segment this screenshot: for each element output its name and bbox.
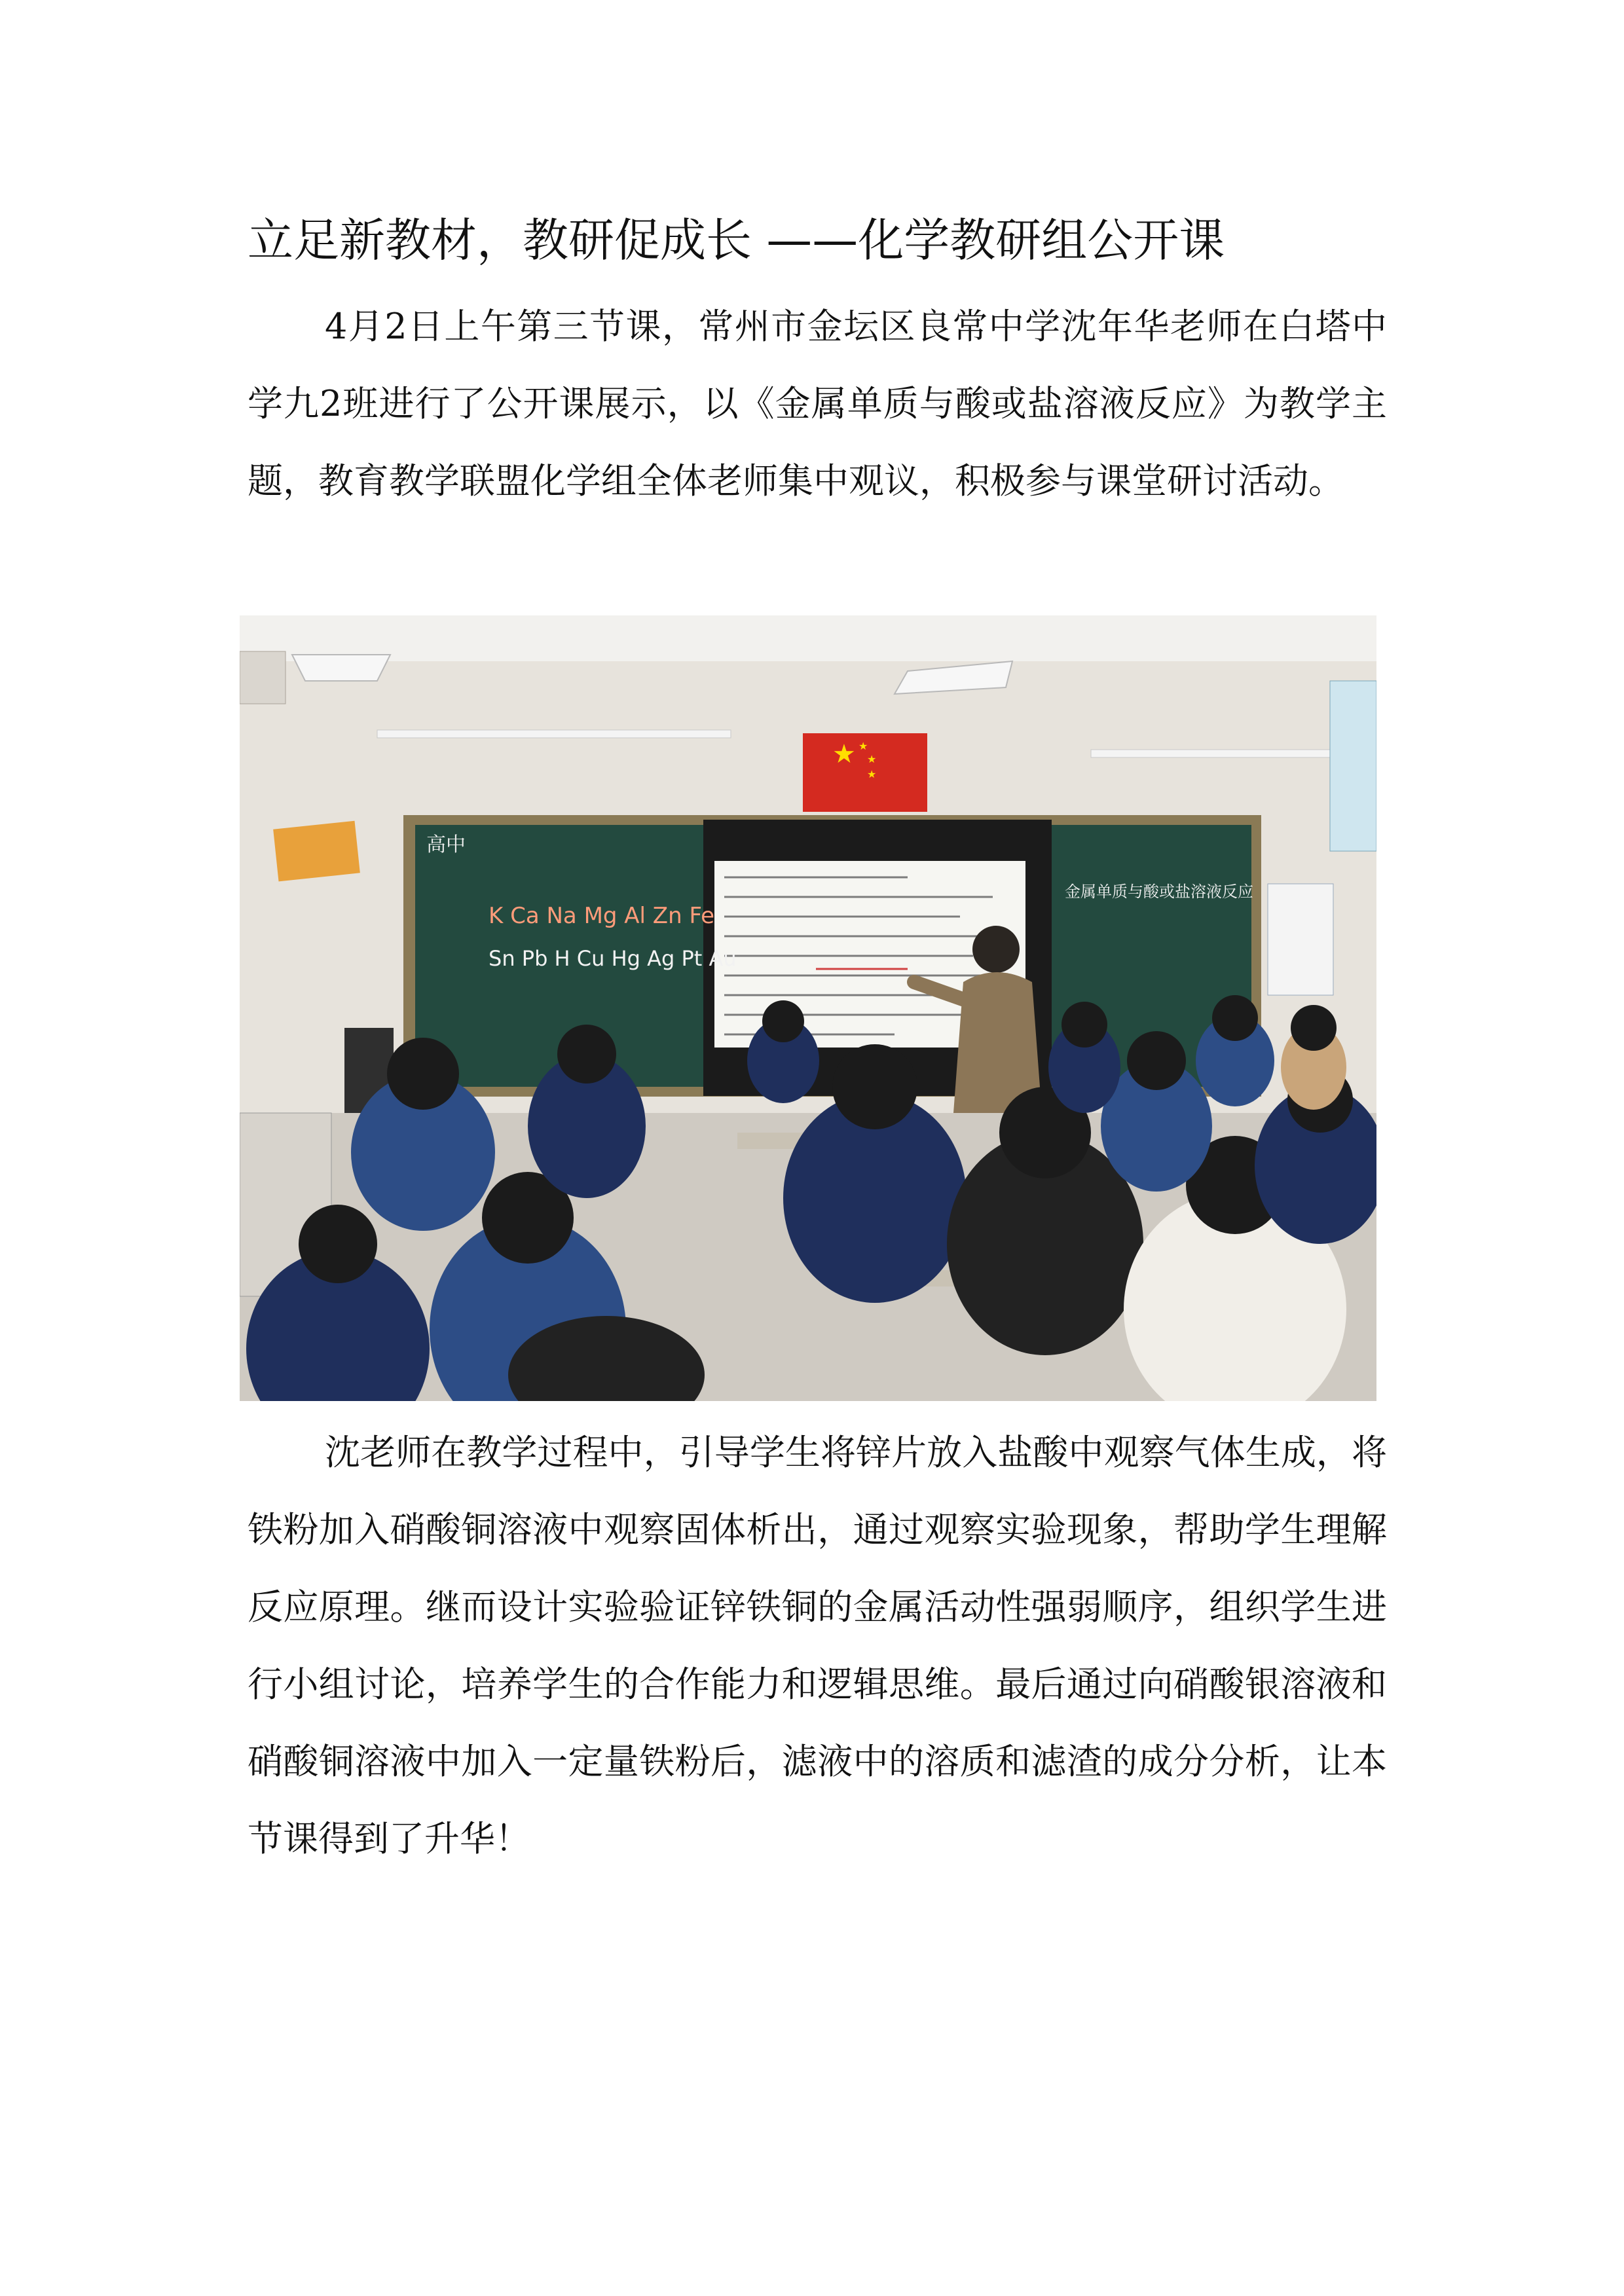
wall-speaker <box>240 651 286 704</box>
ceiling-light-left <box>292 655 390 681</box>
flag-star-icon: ★ <box>867 768 877 780</box>
blackboard-text: 金属单质与酸或盐溶液反应 <box>1065 883 1253 901</box>
teacher-head <box>972 926 1020 973</box>
blackboard-text: K Ca Na Mg Al Zn Fe <box>489 903 715 929</box>
flag-star-icon: ★ <box>867 753 877 765</box>
eye-chart <box>1268 884 1333 995</box>
wall-certificate <box>273 821 360 882</box>
classroom-photo <box>240 615 1376 1401</box>
light-rail <box>1091 750 1353 757</box>
blackboard-text: Sn Pb H Cu Hg Ag Pt Au <box>489 946 737 971</box>
light-rail <box>377 730 731 738</box>
article-paragraph-intro: 4月2日上午第三节课，常州市金坛区良常中学沈年华老师在白塔中学九2班进行了公开课展示，以《金属单质与酸或盐溶液反应》为教学主题，教育教学联盟化学组全体老师集中观议，积极参与课堂研讨活动。 <box>248 306 1387 501</box>
ceiling <box>240 615 1376 661</box>
flag-star-icon: ★ <box>832 739 856 769</box>
article-paragraph-body: 沈老师在教学过程中，引导学生将锌片放入盐酸中观察气体生成，将铁粉加入硝酸铜溶液中观察固体析出，通过观察实验现象，帮助学生理解反应原理。继而设计实验验证锌铁铜的金属活动性强弱顺序，组织学生进行小组讨论，培养学生的合作能力和逻辑思维。最后通过向硝酸银溶液和硝酸铜溶液中加入一定量铁粉后，滤液中的溶质和滤渣的成分分析，让本节课得到了升华！ <box>248 1432 1387 1859</box>
flag-star-icon: ★ <box>858 740 868 752</box>
article-title: 立足新教材，教研促成长 ——化学教研组公开课 <box>248 213 1225 267</box>
wall-poster <box>1330 681 1376 851</box>
blackboard-text: 高中 <box>426 833 466 856</box>
